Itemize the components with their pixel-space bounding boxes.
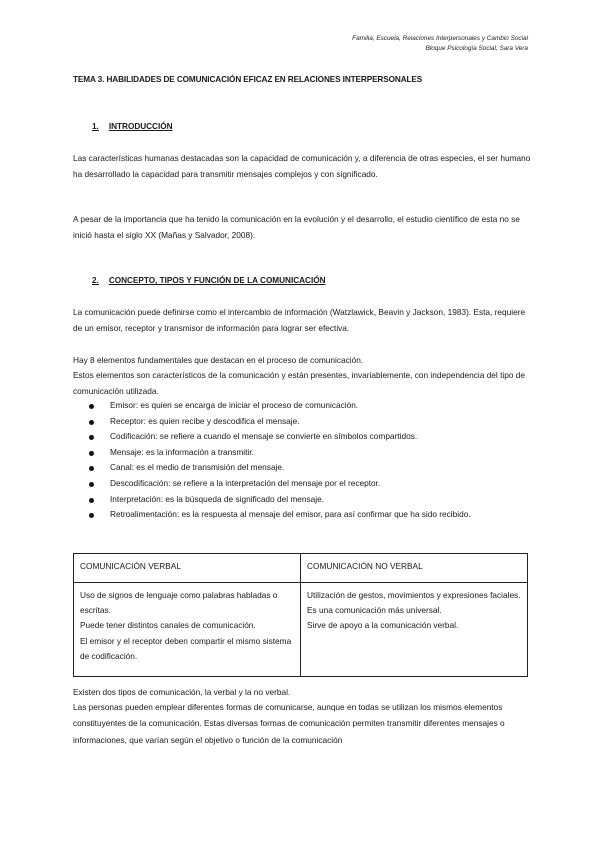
section-heading-introduccion	[92, 122, 173, 131]
section-number: 1.	[92, 122, 99, 131]
cell-line: Sirve de apoyo a la comunicación verbal.	[307, 620, 459, 631]
list-item: Receptor: es quien recibe y descodifica el mensaje.	[73, 414, 525, 430]
bullet-icon	[89, 420, 94, 425]
list-item: Canal: es el medio de transmisión del mensaje.	[73, 460, 525, 476]
bullet-icon	[89, 404, 94, 409]
list-item: Codificación: se refiere a cuando el mensaje se convierte en símbolos compartidos.	[73, 429, 525, 445]
table-row	[74, 583, 528, 677]
paragraph: A pesar de la importancia que ha tenido la comunicación en la evolución y el desarrollo, el estudio científico de esta no se inició hasta el siglo XX (Mañas y Salvador, 2008).	[73, 214, 520, 241]
header-block-author: Bloque Psicología Social, Sara Vera	[425, 45, 528, 52]
table-cell-verbal	[74, 583, 301, 677]
running-header	[352, 34, 528, 54]
cell-line: Es una comunicación más universal.	[307, 605, 442, 616]
cell-line: El emisor y el receptor deben compartir el mismo sistema de codificación.	[80, 635, 292, 661]
section-title: INTRODUCCIÓN	[108, 122, 173, 131]
section-title: CONCEPTO, TIPOS Y FUNCIÓN DE LA COMUNICACIÓN	[108, 276, 326, 285]
column-header-verbal: COMUNICACIÓN VERBAL	[74, 554, 301, 583]
communication-elements-list	[73, 398, 525, 523]
section-heading-concepto	[92, 276, 326, 285]
list-item: Retroalimentación: es la respuesta al mensaje del emisor, para así confirmar que ha sido recibido.	[73, 507, 525, 523]
table-cell-no-verbal	[301, 583, 528, 677]
cell-line: Utilización de gestos, movimientos y expresiones faciales.	[307, 590, 521, 600]
paragraph: Las características humanas destacadas son la capacidad de comunicación y, a diferencia de otras especies, el ser humano ha desarrollado la capacidad para transmitir mensajes complejos y con significado.	[73, 153, 531, 180]
cell-line: Uso de signos de lenguaje como palabras habladas o escritas.	[80, 590, 278, 616]
section-number: 2.	[92, 276, 99, 285]
list-item: Mensaje: es la información a transmitir.	[73, 445, 525, 461]
bullet-icon	[89, 435, 94, 440]
paragraph: Estos elementos son característicos de la comunicación y están presentes, invariablemente, con independencia del tipo de comunicación utilizada.	[73, 370, 525, 397]
bullet-icon	[89, 466, 94, 471]
definition-paragraph: La comunicación puede definirse como el intercambio de información (Watzlawick, Beavin y Jackson, 1983). Esta, requiere de un emisor, receptor y transmisor de información para lograr ser efectiva.	[73, 307, 526, 334]
paragraph: Existen dos tipos de comunicación, la verbal y la no verbal.	[73, 687, 291, 697]
paragraph: Hay 8 elementos fundamentales que destacan en el proceso de comunicación.	[73, 355, 364, 365]
bullet-icon	[89, 498, 94, 503]
cell-line: Puede tener distintos canales de comunicación.	[80, 620, 256, 631]
bullet-icon	[89, 451, 94, 456]
table-header-row	[74, 554, 528, 583]
communication-types-table	[73, 553, 528, 677]
header-course: Familia, Escuela, Relaciones Interpersonales y Cambio Social	[352, 35, 528, 42]
list-item: Emisor: es quien se encarga de iniciar el proceso de comunicación.	[73, 398, 525, 414]
document-title: TEMA 3. HABILIDADES DE COMUNICACIÓN EFICAZ EN RELACIONES INTERPERSONALES	[73, 75, 423, 84]
list-item: Interpretación: es la búsqueda de significado del mensaje.	[73, 492, 525, 508]
bullet-icon	[89, 513, 94, 518]
list-item: Descodificación: se refiere a la interpretación del mensaje por el receptor.	[73, 476, 525, 492]
column-header-no-verbal: COMUNICACIÓN NO VERBAL	[301, 554, 528, 583]
paragraph: Las personas pueden emplear diferentes formas de comunicarse, aunque en todas se utilizan los mismos elementos constituyentes de la comunicación. Estas diversas formas de comunicación permiten transmitir diferentes mensajes o informaciones, que varían según el objetivo o función de la comunicación	[73, 702, 505, 745]
bullet-icon	[89, 482, 94, 487]
